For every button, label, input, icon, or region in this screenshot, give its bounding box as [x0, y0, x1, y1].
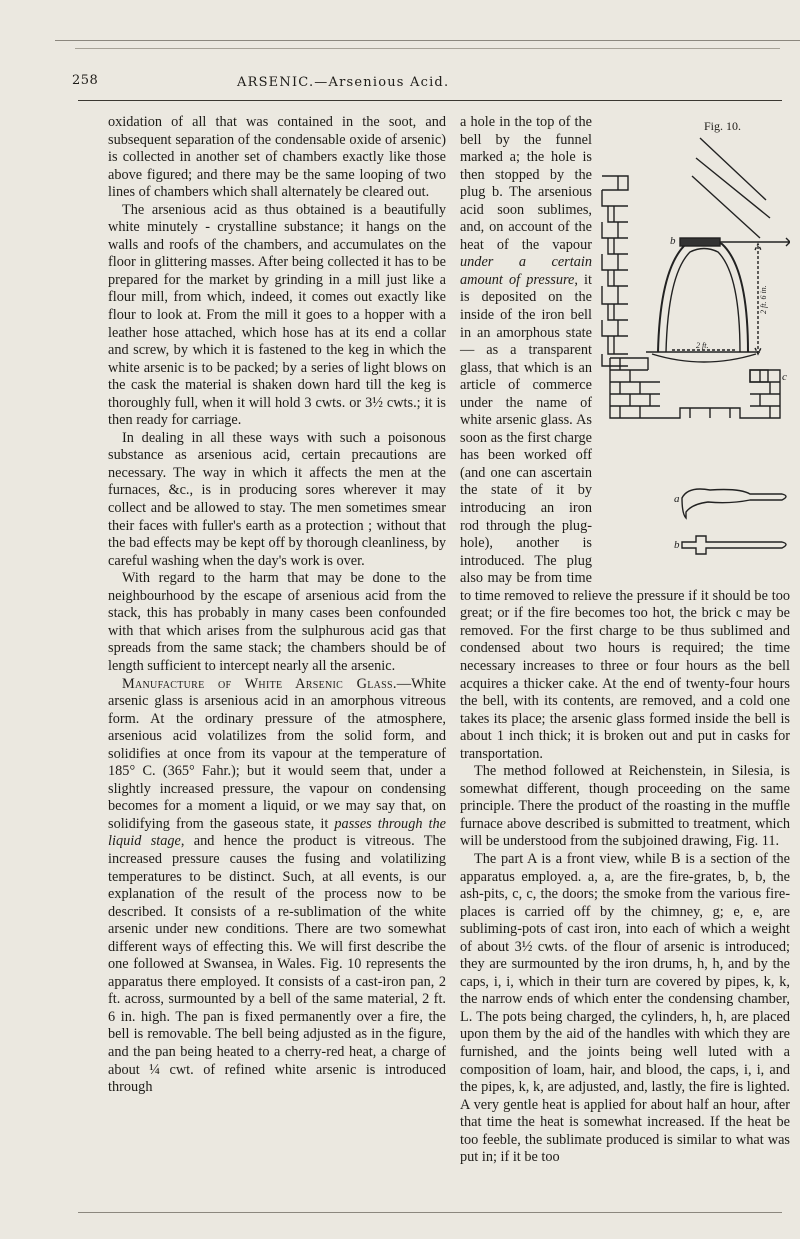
paragraph: The arsenious acid as thus obtained is a beautifully white minutely - crystalline substance; it hangs on the walls and roofs of the chambers, and accumulates on the floor in glittering masses. After being collected it has to be prepared for the market by grinding in a mill just like a flour mill, from which, indeed, it comes out exactly like flour to look at. From the mill it goes to a hopper with a leather hose attached, which hose has at its end a collar and screw, by which it is fastened to the keg in which the white arsenic is to be packed; by a series of light blows on the cask the material is shaken down hard till the keg is thoroughly full, when it will hold 3 cwts. or 3½ cwts.; it is then ready for carriage. — [108, 201, 446, 429]
page-number: 258 — [72, 73, 99, 88]
label-b: b — [670, 235, 676, 247]
plug — [680, 238, 720, 246]
paragraph: oxidation of all that was contained in the soot, and subsequent separation of the condensable oxide of arsenic) is collected in another set of chambers exactly like those above figured; and there may be the same looping of two lines of chambers which shall alternately be cleared out. — [108, 114, 446, 201]
running-title: ARSENIC.—Arsenious Acid. — [237, 75, 450, 90]
chimney-brickwork — [602, 176, 628, 366]
paragraph — [108, 676, 446, 1097]
header-rule — [78, 100, 782, 101]
dim-width: 2 ft. — [696, 341, 709, 350]
brick-c — [750, 370, 768, 382]
label-a: a — [674, 493, 680, 505]
paragraph: With regard to the harm that may be done to the neighbourhood by the escape of arsenious acid from the stack, this has probably in many cases been confounded with that which arises from the sulphurous acid gas that spreads from the same stack; the chambers should be of length sufficient to intercept nearly all the arsenic. — [108, 570, 446, 674]
paragraph-text: a hole in the top of the bell by the funnel marked a; the hole is then stopped by the plug b. The arsenious acid soon sublimes, and, on account of the heat of the vapour — [460, 114, 592, 253]
plug-handle — [720, 238, 790, 246]
right-column — [460, 114, 790, 1167]
section-heading: Manufacture of White Arsenic Glass. — [122, 675, 397, 692]
paragraph: The part A is a front view, while B is a section of the apparatus employed. a, a, are the fire-grates, b, b, the ash-pits, c, c, the doors; the smoke from the various fire-places is carried off by the chimney, g; e, e, are subliming-pots of cast iron, into each of which a weight of about 3½ cwts. of the flour of arsenic is introduced; they are surmounted by the iron drums, h, h, and by the caps, i, i, which in their turn are covered by pipes, k, k, the narrow ends of which enter the condensing chamber, L. The pots being charged, the cylinders, h, h, are placed upon them by the aid of the handles with which they are furnished, and the joints being well luted with a composition of loam, hair, and blood, the caps, i, i, and the pipes, k, k, are adjusted, and, lastly, the fire is lighted. A very gentle heat is applied for about half an hour, after that time the heat is somewhat increased. If the heat be too feeble, the sublimate produced is similar to what was put in; if it be too — [460, 850, 790, 1166]
label-b2: b — [674, 539, 680, 551]
pan — [646, 352, 760, 362]
paragraph: In dealing in all these ways with such a poisonous substance as arsenious acid, certain precautions are necessary. The way in which it affects the men at the furnaces, &c., is in producing sores wherever it may collect and be allowed to stay. The men sometimes smear their faces with fuller's earth as a protection ; without that the bad effects may be kept off by thorough cleanliness, by careful washing when the day's work is over. — [108, 429, 446, 569]
page-edge-rule — [55, 40, 800, 41]
emphasis: passes through the liquid stage — [108, 815, 447, 850]
paragraph-text: , it is deposited on the inside of the iron bell in an amorphous state — as a transparent glass, that which is an article of commerce under the name of white arsenic glass. As soon as the first charge has been worked off (and one can ascertain the state of it by introducing an iron rod through the plug-hole), another is introduced. The plug also may be from time to time removed to relieve the pressure if it should be too great; or if the fire becomes too hot, the brick c may be removed. For the first charge to be thus sublimed and condensed about two hours is required; the time necessary increases to three or four hours as the bell acquires a thicker cake. At the end of twenty-four hours the bell, with its contents, are removed, and a cold one takes its place; the arsenic glass formed inside the bell is about 1 inch thick; it is broken out and put in casks for transportation. — [460, 271, 790, 762]
label-c: c — [782, 371, 787, 383]
bell-inner — [666, 249, 740, 353]
left-column — [108, 114, 446, 1097]
figure-caption: Fig. 10. — [704, 119, 742, 133]
figure-10 — [600, 118, 790, 574]
dim-height: 2 ft. 6 in. — [759, 285, 768, 314]
figure-10-drawing — [600, 118, 790, 574]
page-edge-rule — [75, 48, 780, 49]
plug-b — [682, 536, 786, 554]
bottom-rule — [78, 1212, 782, 1213]
funnel-a — [682, 489, 786, 518]
paragraph-text: —White arsenic glass is arsenious acid in an amorphous vitreous form. At the ordinary pressure of the atmosphere, arsenious acid volatilizes from the solid form, and solidifies at once from its vapour at the temperature of 185° C. (365° Fahr.); but it would seem that, under a slightly increased pressure, the vapour on condensing becomes for a moment a liquid, or we may say that, on solidifying from the gaseous state, it — [108, 675, 446, 832]
paragraph: The method followed at Reichenstein, in Silesia, is somewhat different, though proceeding on the same principle. There the product of the roasting in the muffle furnace above described is submitted to treatment, which will be understood from the subjoined drawing, Fig. 11. — [460, 763, 790, 850]
emphasis: under a certain amount of pressure — [460, 254, 592, 288]
paragraph-text: , and hence the product is vitreous. The increased pressure causes the fusing and volatilizing temperatures to be distinct. Such, at all events, is our explanation of the result of the process now to be described. It consists of a re-sublimation of the white arsenic under new conditions. There are two somewhat different ways of effecting this. We will first describe the one followed at Swansea, in Wales. Fig. 10 represents the apparatus there employed. It consists of a cast-iron pan, 2 ft. across, surmounted by a bell of the same material, 2 ft. 6 in. high. The pan is fixed permanently over a fire, the bell is removable. The bell being adjusted as in the figure, and the pan being heated to a cherry-red heat, a charge of about ¼ cwt. of refined white arsenic is introduced through — [108, 833, 446, 1096]
flue-lines — [692, 138, 770, 238]
chimney-ticks — [614, 176, 618, 354]
furnace-brickwork — [610, 358, 780, 418]
